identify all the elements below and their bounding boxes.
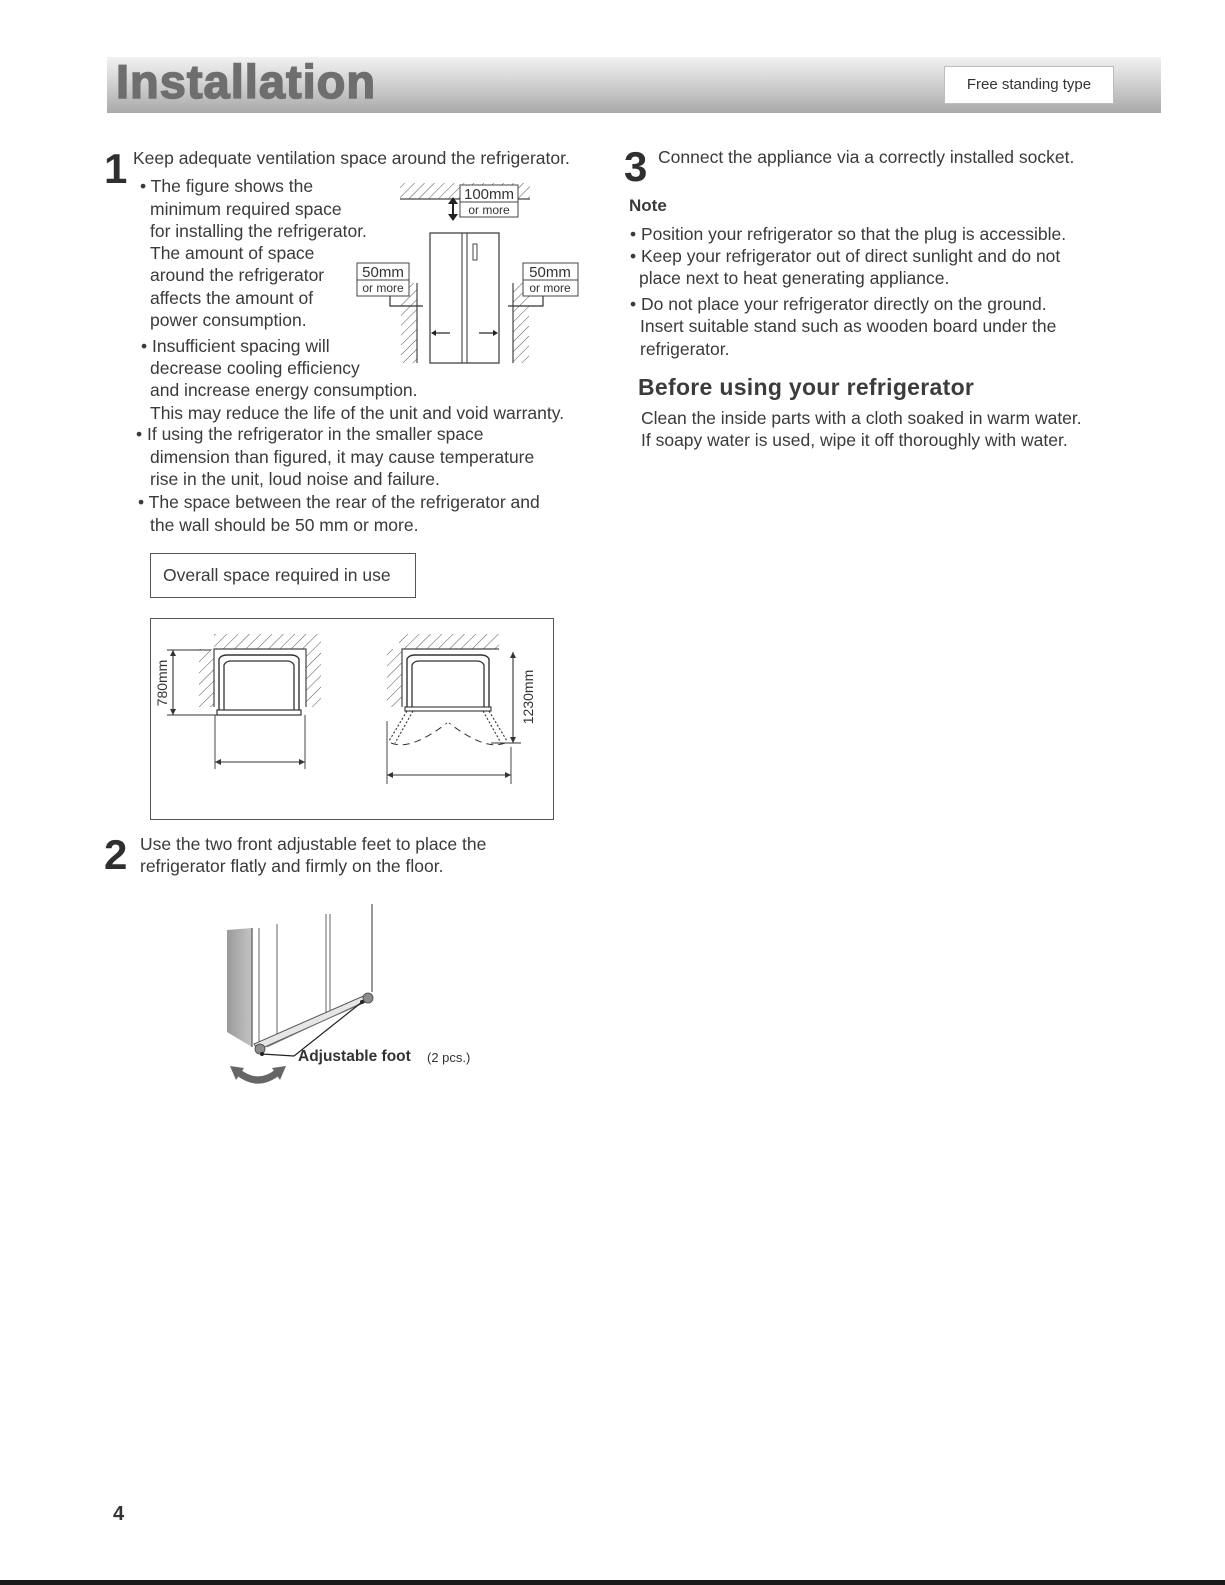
step-2-line: Use the two front adjustable feet to place the (140, 834, 487, 854)
step-1-line: dimension than figured, it may cause temperature (150, 447, 535, 467)
top-clearance-value: 100mm (463, 186, 515, 203)
left-clearance-value: 50mm (362, 264, 404, 281)
foot-right (363, 993, 373, 1003)
step-1-lead: Keep adequate ventilation space around the refrigerator. (133, 148, 570, 168)
fridge-top-open (407, 655, 489, 709)
page-title: Installation (116, 55, 377, 108)
clearance-diagram (350, 178, 590, 373)
adjustable-foot-label: Adjustable foot (298, 1048, 411, 1065)
note-line: • Do not place your refrigerator directly on the ground. (630, 294, 1047, 314)
step-1-line: decrease cooling efficiency (150, 358, 360, 378)
step-1-number: 1 (104, 145, 128, 192)
step-1-line: and increase energy consumption. (150, 380, 418, 400)
step-3-number: 3 (624, 143, 648, 190)
step-1-line: • If using the refrigerator in the smaller space (136, 424, 484, 444)
before-use-line: If soapy water is used, wipe it off thoroughly with water. (641, 430, 1068, 450)
fridge-top-closed (219, 655, 299, 711)
note-line: place next to heat generating appliance. (639, 268, 950, 288)
note-line: • Position your refrigerator so that the plug is accessible. (630, 224, 1067, 244)
step-1-line: • The space between the rear of the refrigerator and (138, 492, 540, 512)
foot-left (255, 1044, 265, 1054)
step-3-lead: Connect the appliance via a correctly installed socket. (658, 147, 1075, 167)
right-clearance-sub: or more (529, 281, 571, 295)
step-1-line: the wall should be 50 mm or more. (150, 515, 419, 535)
left-clearance-sub: or more (362, 281, 404, 295)
note-line: • Keep your refrigerator out of direct sunlight and do not (630, 246, 1061, 266)
depth-closed-label: 780mm (154, 659, 170, 707)
note-line: refrigerator. (640, 339, 730, 359)
note-line: Insert suitable stand such as wooden board under the (640, 316, 1057, 336)
fridge-side-panel (227, 928, 252, 1047)
before-use-line: Clean the inside parts with a cloth soaked in warm water. (641, 408, 1082, 428)
step-1-line: • The figure shows the (140, 176, 314, 196)
step-1-line: The amount of space (150, 243, 315, 263)
step-1-line: affects the amount of (150, 288, 314, 308)
fridge-front (430, 233, 499, 363)
step-1-line: This may reduce the life of the unit and void warranty. (150, 403, 565, 423)
step-1-line: around the refrigerator (150, 265, 325, 285)
top-clearance-sub: or more (468, 203, 510, 217)
type-badge: Free standing type (944, 66, 1114, 104)
overall-space-diagram (150, 618, 554, 820)
note-title: Note (629, 196, 667, 215)
step-1-line: • Insufficient spacing will (141, 336, 330, 356)
step-2-number: 2 (104, 831, 128, 878)
step-1-line: rise in the unit, loud noise and failure. (150, 469, 440, 489)
before-use-heading: Before using your refrigerator (638, 374, 975, 400)
adjustable-foot-illustration (222, 902, 392, 1097)
depth-open-label: 1230mm (520, 669, 536, 725)
rotate-arrow-icon (238, 1072, 278, 1080)
overall-space-label: Overall space required in use (150, 553, 416, 598)
right-clearance-value: 50mm (529, 264, 571, 281)
adjustable-foot-count: (2 pcs.) (427, 1050, 471, 1065)
step-1-line: minimum required space (150, 199, 342, 219)
overall-space-svg (151, 619, 553, 819)
step-1-line: power consumption. (150, 310, 307, 330)
step-1-line: for installing the refrigerator. (150, 221, 367, 241)
bottom-rule (0, 1580, 1225, 1585)
step-2-line: refrigerator flatly and firmly on the floor. (140, 856, 444, 876)
page-number: 4 (113, 1503, 125, 1525)
